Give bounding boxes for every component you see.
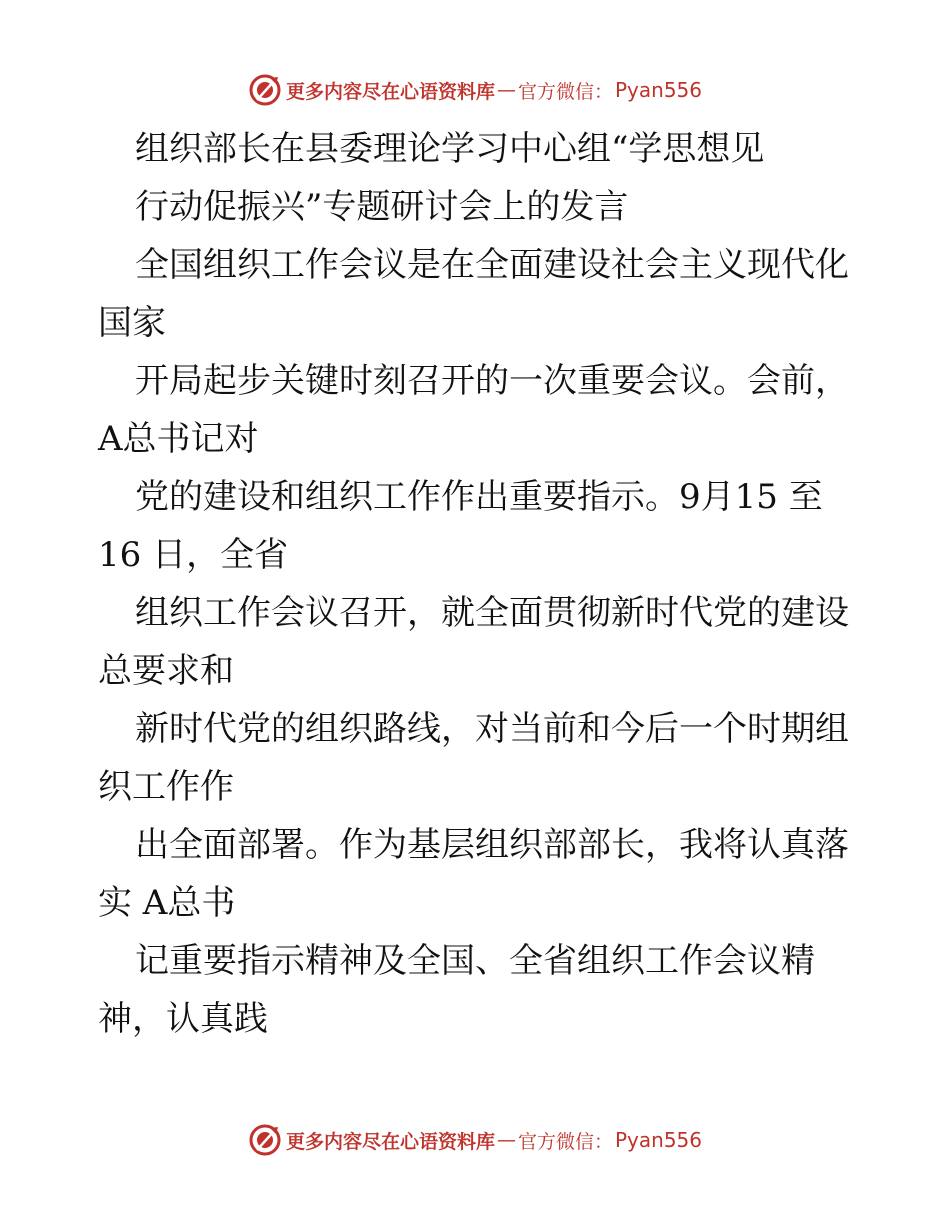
quill-seal-icon <box>248 1123 282 1157</box>
document-body <box>98 120 858 1048</box>
document-title-line-1: 组织部长在县委理论学习中心组“学思想见 <box>135 129 765 169</box>
footer-banner <box>0 1120 950 1160</box>
footer-brand-text: 更多内容尽在心语资料库 <box>285 1130 495 1153</box>
paragraph-line: 全国组织工作会议是在全面建设社会主义现代化 <box>135 245 849 285</box>
paragraph-line: 新时代党的组织路线，对当前和今后一个时期组 <box>135 709 849 749</box>
quill-seal-icon <box>248 73 282 107</box>
paragraph-line: A总书记对 <box>98 419 259 459</box>
header-wechat-label: 官方微信： <box>517 80 613 103</box>
footer-separator: — <box>496 1129 516 1151</box>
header-wechat-account: Pyan556 <box>615 78 703 102</box>
paragraph-line: 出全面部署。作为基层组织部部长，我将认真落 <box>135 825 849 865</box>
paragraph-line: 16 日，全省 <box>98 535 289 575</box>
header-banner <box>0 70 950 110</box>
paragraph-line: 总要求和 <box>98 651 234 691</box>
footer-wechat-account: Pyan556 <box>615 1128 703 1152</box>
paragraph-line: 国家 <box>98 303 166 343</box>
footer-wechat-label: 官方微信： <box>517 1130 613 1153</box>
paragraph-line: 织工作作 <box>98 767 234 807</box>
paragraph-line: 组织工作会议召开，就全面贯彻新时代党的建设 <box>135 593 849 633</box>
paragraph-line: 实 A总书 <box>98 883 236 923</box>
paragraph-line: 开局起步关键时刻召开的一次重要会议。会前， <box>135 361 849 401</box>
document-title-line-2: 行动促振兴”专题研讨会上的发言 <box>135 187 629 227</box>
header-separator: — <box>496 79 516 101</box>
header-brand-text: 更多内容尽在心语资料库 <box>285 80 495 103</box>
paragraph-line: 记重要指示精神及全国、全省组织工作会议精 <box>135 941 815 981</box>
paragraph-line: 党的建设和组织工作作出重要指示。9月15 至 <box>135 477 823 517</box>
paragraph-line: 神，认真践 <box>98 999 268 1039</box>
